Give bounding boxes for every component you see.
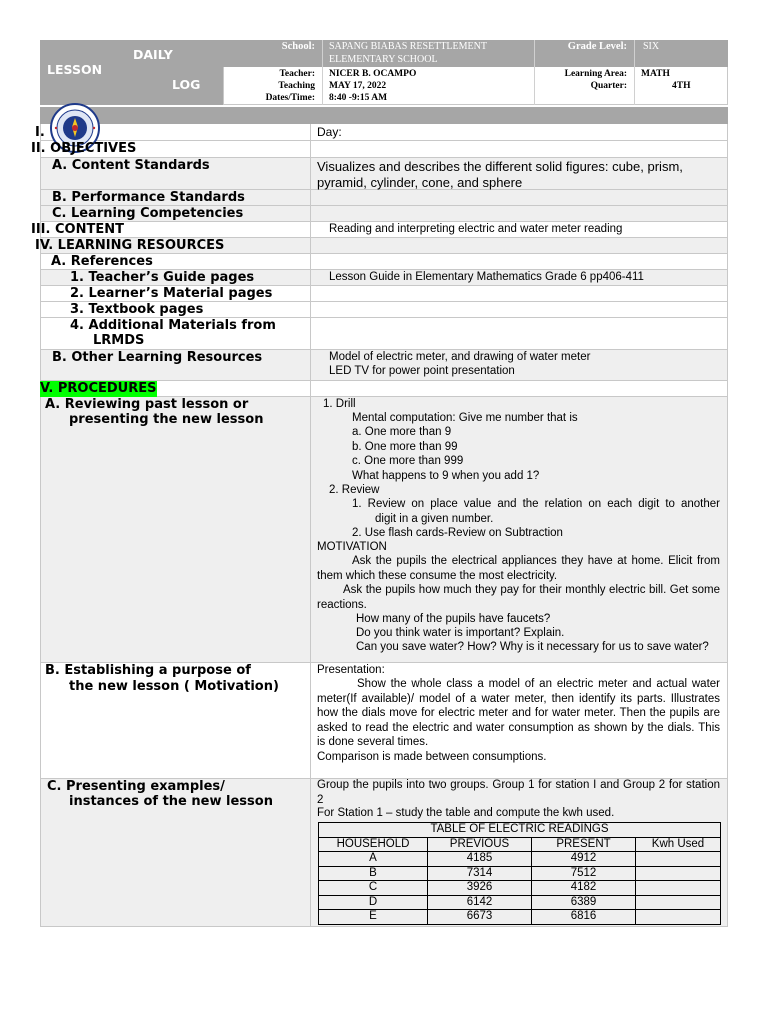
review-2: 2. Use flash cards-Review on Subtraction — [352, 527, 563, 539]
learning-resources-heading: IV. LEARNING RESOURCES — [35, 238, 225, 253]
quarter-value: 4TH — [672, 81, 691, 91]
review-1-line-1: 1. Review on place value and the relation on each digit to another — [352, 498, 720, 510]
table-row — [319, 910, 721, 925]
previous-cell: 4185 — [428, 852, 532, 867]
previous-cell: 7314 — [428, 866, 532, 881]
proc-c-label-2: instances of the new lesson — [69, 794, 273, 809]
header-kwh-used: Kwh Used — [636, 837, 721, 852]
kwh-used-cell[interactable] — [636, 866, 721, 881]
title-lesson: LESSON — [47, 62, 103, 77]
presentation-heading: Presentation: — [317, 664, 385, 676]
household-cell: E — [319, 910, 428, 925]
kwh-used-cell[interactable] — [636, 881, 721, 896]
textbook-pages-label: 3. Textbook pages — [70, 302, 204, 317]
other-resources-label: B. Other Learning Resources — [52, 350, 263, 365]
drill-option-c: c. One more than 999 — [352, 455, 464, 467]
teachers-guide-text: Lesson Guide in Elementary Mathematics Grade 6 pp406-411 — [329, 271, 644, 283]
title-log: LOG — [172, 77, 201, 92]
previous-cell: 6673 — [428, 910, 532, 925]
content-standards-text: Visualizes and describes the different solid figures: cube, prism, pyramid, cylinder, cone, and sphere — [317, 159, 683, 190]
drill-item: 1. Drill — [323, 398, 356, 410]
additional-materials-label-1: 4. Additional Materials from — [70, 318, 276, 333]
quarter-label: Quarter: — [590, 81, 627, 91]
section-i-number: I. — [35, 125, 45, 140]
other-resources-line-2: LED TV for power point presentation — [329, 365, 515, 377]
motivation-paragraph-1: Ask the pupils the electrical appliances they have at home. Elicit from them which these consume the most electricity. — [317, 555, 720, 582]
section-band — [40, 107, 728, 124]
drill-question: What happens to 9 when you add 1? — [352, 470, 540, 482]
time-value: 8:40 -9:15 AM — [329, 93, 388, 103]
header-divider — [634, 40, 635, 105]
grade-level-label: Grade Level: — [567, 41, 627, 52]
station-instructions: For Station 1 – study the table and compute the kwh used. — [317, 807, 615, 819]
row-day — [40, 124, 728, 141]
learning-competencies-label: C. Learning Competencies — [52, 206, 244, 221]
table-border-right — [727, 124, 728, 927]
header-divider — [322, 40, 323, 105]
table-row — [319, 881, 721, 896]
proc-b-label-1: B. Establishing a purpose of — [45, 663, 251, 678]
table-column-divider — [310, 124, 311, 927]
motivation-heading: MOTIVATION — [317, 541, 387, 553]
title-daily: DAILY — [133, 47, 173, 62]
performance-standards-label: B. Performance Standards — [52, 190, 245, 205]
table-row — [319, 895, 721, 910]
household-cell: A — [319, 852, 428, 867]
present-cell: 6816 — [532, 910, 636, 925]
proc-c-label-1: C. Presenting examples/ — [47, 779, 225, 794]
school-label: School: — [281, 41, 315, 52]
teacher-label: Teacher: — [279, 69, 315, 79]
table-title-row — [319, 823, 721, 838]
table-header-row — [319, 837, 721, 852]
learners-material-label: 2. Learner’s Material pages — [70, 286, 273, 301]
review-item: 2. Review — [329, 484, 380, 496]
previous-cell: 6142 — [428, 895, 532, 910]
household-cell: B — [319, 866, 428, 881]
proc-a-label-2: presenting the new lesson — [69, 412, 264, 427]
proc-b-label-2: the new lesson ( Motivation) — [69, 679, 279, 694]
other-resources-line-1: Model of electric meter, and drawing of water meter — [329, 351, 591, 363]
grade-level-value: SIX — [643, 41, 660, 52]
header-present: PRESENT — [532, 837, 636, 852]
electric-readings-table — [318, 822, 721, 925]
teachers-guide-label: 1. Teacher’s Guide pages — [70, 270, 255, 285]
learning-area-label: Learning Area: — [564, 69, 627, 79]
drill-option-a: a. One more than 9 — [352, 426, 452, 438]
table-row — [319, 852, 721, 867]
presentation-paragraph: Show the whole class a model of an electric meter and actual water meter(If available)/ model of a water meter, then identify its parts. Illustrates how the dials move for electric meter and for water meter. Then the pupils are asked to read the electric and water consumption as shown by the dials. This is done several times. — [317, 678, 720, 748]
kwh-used-cell[interactable] — [636, 852, 721, 867]
motivation-question-3: Can you save water? How? Why is it necessary for us to save water? — [356, 641, 709, 653]
procedures-heading: V. PROCEDURES — [40, 381, 157, 396]
header-previous: PREVIOUS — [428, 837, 532, 852]
dll-title-block — [40, 40, 223, 105]
table-row — [319, 866, 721, 881]
school-value-1: SAPANG BIABAS RESETTLEMENT — [329, 41, 487, 52]
date-value: MAY 17, 2022 — [329, 81, 387, 91]
motivation-paragraph-2: Ask the pupils how much they pay for their monthly electric bill. Get some reactions. — [317, 584, 720, 611]
references-label: A. References — [51, 254, 153, 269]
teacher-value: NICER B. OCAMPO — [329, 69, 417, 79]
table-title: TABLE OF ELECTRIC READINGS — [319, 823, 721, 838]
dates-time-label: Dates/Time: — [265, 93, 315, 103]
present-cell: 4182 — [532, 881, 636, 896]
motivation-question-1: How many of the pupils have faucets? — [356, 613, 551, 625]
review-1-line-2: digit in a given number. — [375, 513, 494, 525]
content-standards-label: A. Content Standards — [52, 158, 210, 173]
previous-cell: 3926 — [428, 881, 532, 896]
header-divider — [534, 40, 535, 105]
objectives-heading: II. OBJECTIVES — [31, 141, 137, 156]
teaching-label: Teaching — [278, 81, 315, 91]
school-value-2: ELEMENTARY SCHOOL — [329, 54, 438, 65]
kwh-used-cell[interactable] — [636, 910, 721, 925]
day-label: Day: — [317, 125, 342, 139]
content-text: Reading and interpreting electric and water meter reading — [329, 223, 623, 235]
household-cell: C — [319, 881, 428, 896]
row-objectives — [40, 141, 728, 158]
header-household: HOUSEHOLD — [319, 837, 428, 852]
group-instructions: Group the pupils into two groups. Group 1 for station I and Group 2 for station 2 — [317, 779, 720, 806]
drill-option-b: b. One more than 99 — [352, 441, 458, 453]
present-cell: 4912 — [532, 852, 636, 867]
mental-computation: Mental computation: Give me number that is — [352, 412, 578, 424]
motivation-question-2: Do you think water is important? Explain. — [356, 627, 565, 639]
comparison-text: Comparison is made between consumptions. — [317, 751, 547, 763]
kwh-used-cell[interactable] — [636, 895, 721, 910]
household-cell: D — [319, 895, 428, 910]
additional-materials-label-2: LRMDS — [93, 333, 145, 348]
content-heading: III. CONTENT — [31, 222, 124, 237]
present-cell: 7512 — [532, 866, 636, 881]
present-cell: 6389 — [532, 895, 636, 910]
learning-area-value: MATH — [641, 69, 670, 79]
proc-a-label-1: A. Reviewing past lesson or — [45, 397, 249, 412]
